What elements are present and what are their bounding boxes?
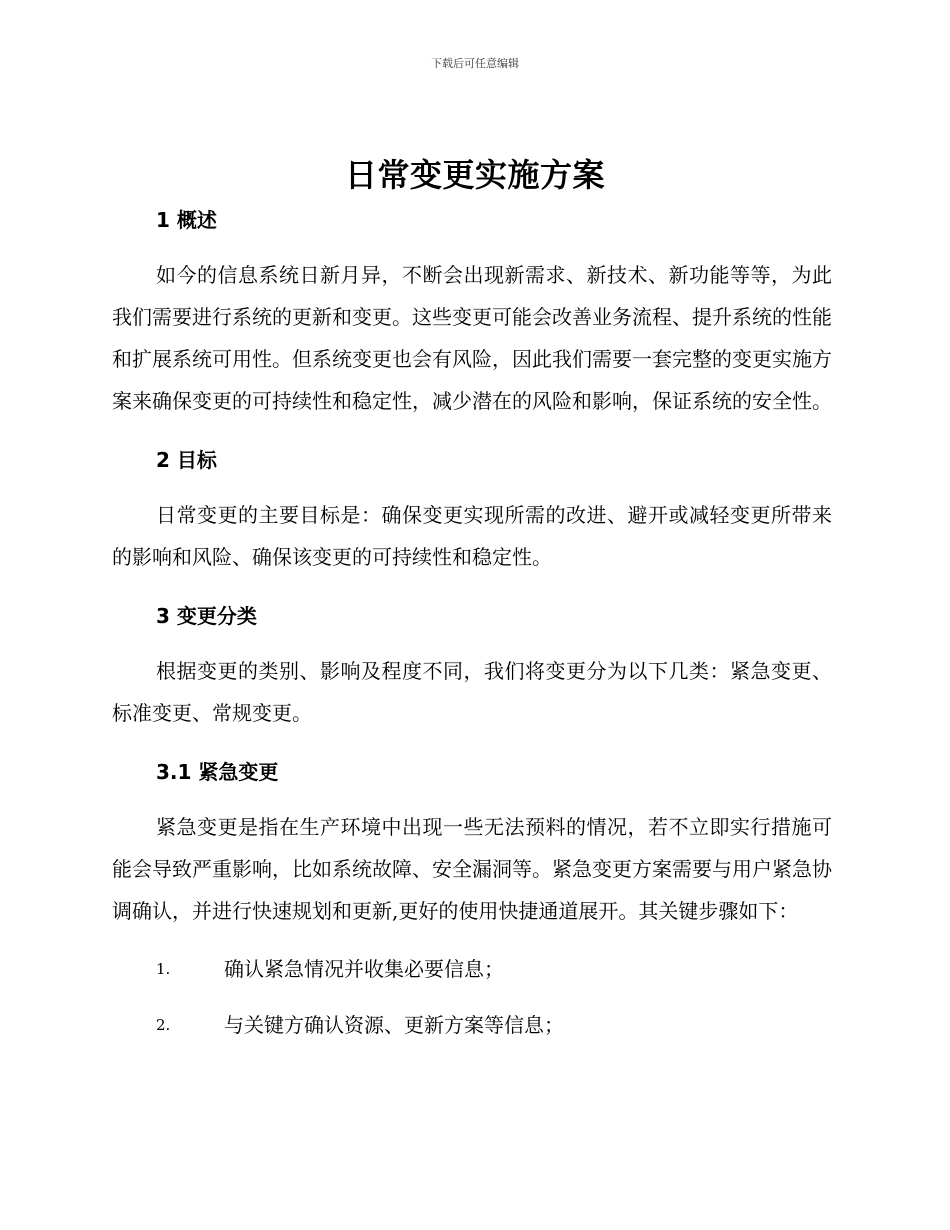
section-paragraph: 日常变更的主要目标是：确保变更实现所需的改进、避开或减轻变更所带来的影响和风险、确保该变更的可持续性和稳定性。 — [112, 503, 832, 569]
list-number: 1. — [156, 960, 171, 978]
section-heading: 2 目标 — [156, 448, 217, 472]
list-item — [112, 1004, 832, 1046]
section-heading: 3.1 紧急变更 — [156, 760, 279, 784]
list-item — [112, 948, 832, 990]
section-heading: 3 变更分类 — [156, 604, 257, 628]
list-text: 确认紧急情况并收集必要信息； — [224, 957, 504, 981]
section-goal — [112, 442, 832, 578]
section-paragraph: 根据变更的类别、影响及程度不同，我们将变更分为以下几类：紧急变更、标准变更、常规变更。 — [112, 659, 832, 725]
section-emergency-change — [112, 754, 832, 932]
section-paragraph: 紧急变更是指在生产环境中出现一些无法预料的情况，若不立即实行措施可能会导致严重影响，比如系统故障、安全漏洞等。紧急变更方案需要与用户紧急协调确认，并进行快速规划和更新,更好的使用快捷通道展开。其关键步骤如下： — [112, 815, 832, 923]
header-note: 下载后可任意编辑 — [431, 57, 519, 70]
section-classification — [112, 598, 832, 734]
list-number: 2. — [156, 1016, 171, 1034]
section-paragraph: 如今的信息系统日新月异，不断会出现新需求、新技术、新功能等等，为此我们需要进行系统的更新和变更。这些变更可能会改善业务流程、提升系统的性能和扩展系统可用性。但系统变更也会有风险，因此我们需要一套完整的变更实施方案来确保变更的可持续性和稳定性，减少潜在的风险和影响，保证系统的安全性。 — [112, 263, 832, 413]
section-overview — [112, 202, 832, 422]
document-body — [112, 200, 832, 1046]
steps-list — [112, 948, 832, 1046]
document-title: 日常变更实施方案 — [344, 156, 605, 194]
section-heading: 1 概述 — [156, 208, 217, 232]
list-text: 与关键方确认资源、更新方案等信息； — [224, 1013, 564, 1037]
